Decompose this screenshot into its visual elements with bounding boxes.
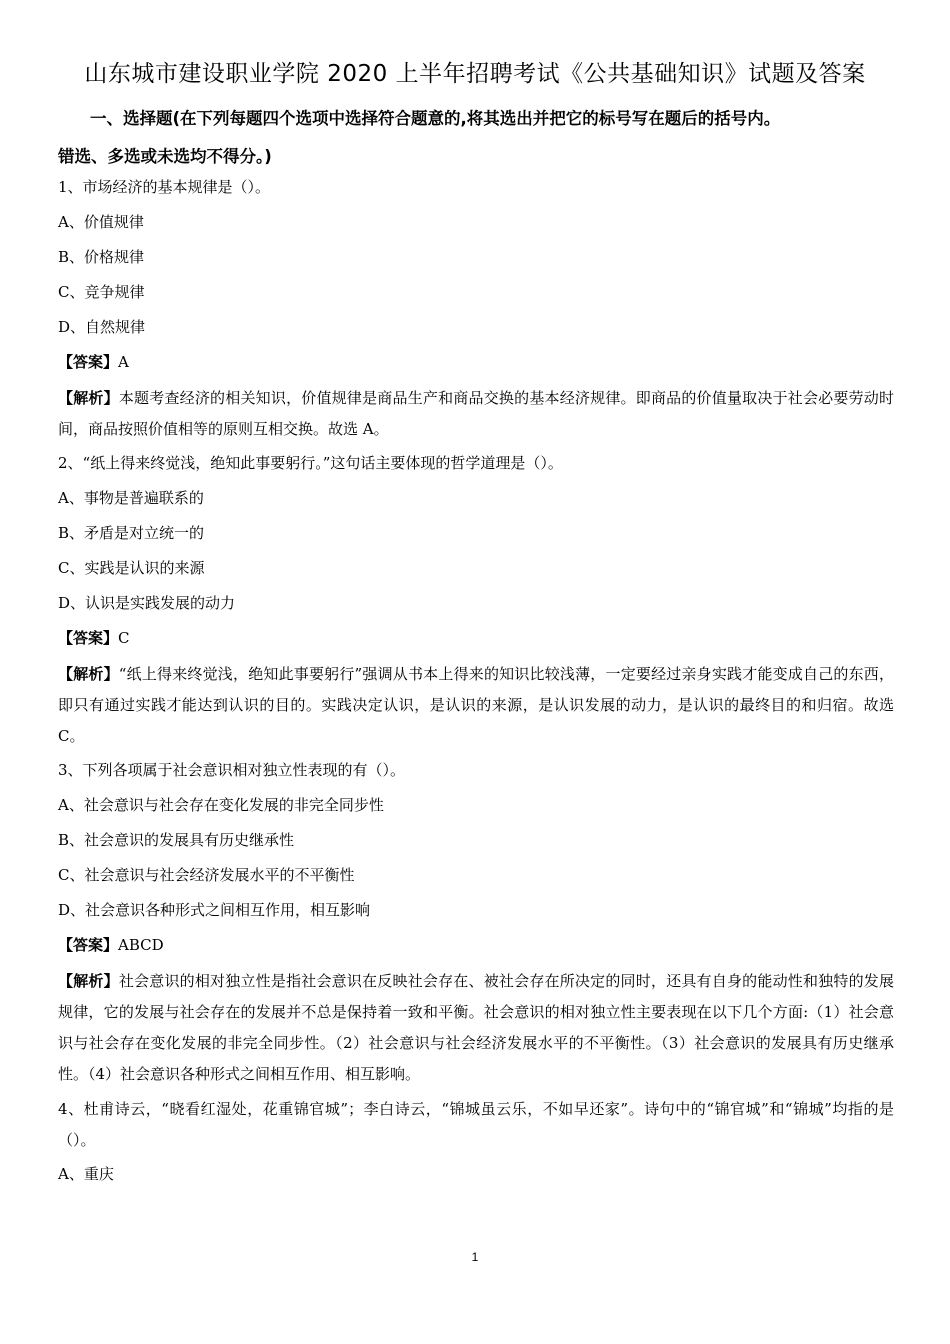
answer-value: ABCD	[118, 936, 164, 954]
option-b: B、矛盾是对立统一的	[58, 524, 205, 542]
page-number: 1	[471, 1250, 479, 1264]
option-d: D、认识是实践发展的动力	[58, 594, 236, 612]
section-heading	[58, 100, 898, 176]
question-stem: 1、市场经济的基本规律是（）。	[58, 178, 271, 196]
option-c: C、社会意识与社会经济发展水平的不平衡性	[58, 866, 355, 884]
question-2	[58, 446, 894, 753]
answer-line	[58, 928, 894, 963]
question-stem: 3、下列各项属于社会意识相对独立性表现的有（）。	[58, 761, 406, 779]
option-a: A、价值规律	[58, 213, 144, 231]
section-heading-line1: 一、选择题(在下列每题四个选项中选择符合题意的,将其选出并把它的标号写在题后的括号内。	[90, 109, 781, 128]
document-title: 山东城市建设职业学院 2020 上半年招聘考试《公共基础知识》试题及答案	[84, 61, 866, 87]
question-list	[58, 170, 894, 1192]
question-3	[58, 753, 894, 1091]
option-c: C、竞争规律	[58, 283, 145, 301]
analysis-text: “纸上得来终觉浅，绝知此事要躬行”强调从书本上得来的知识比较浅薄，一定要经过亲身实践才能变成自己的东西，即只有通过实践才能达到认识的目的。实践决定认识，是认识的来源，是认识发展的动力，是认识的最终目的和归宿。故选 C。	[58, 665, 894, 745]
option-b: B、价格规律	[58, 248, 145, 266]
answer-line	[58, 345, 894, 380]
question-4	[58, 1091, 894, 1192]
section-heading-line2: 错选、多选或未选均不得分。)	[58, 147, 272, 166]
answer-tag: 【答案】	[58, 936, 119, 954]
answer-value: C	[118, 629, 130, 647]
option-a: A、事物是普遍联系的	[58, 489, 204, 507]
question-1	[58, 170, 894, 446]
option-b: B、社会意识的发展具有历史继承性	[58, 831, 295, 849]
analysis-tag: 【解析】	[58, 389, 119, 407]
analysis-paragraph	[58, 380, 894, 446]
analysis-tag: 【解析】	[58, 665, 119, 683]
question-stem: 2、“纸上得来终觉浅，绝知此事要躬行。”这句话主要体现的哲学道理是（）。	[58, 454, 563, 472]
answer-value: A	[118, 353, 129, 371]
option-a: A、社会意识与社会存在变化发展的非完全同步性	[58, 796, 384, 814]
analysis-text: 社会意识的相对独立性是指社会意识在反映社会存在、被社会存在所决定的同时，还具有自身的能动性和独特的发展规律，它的发展与社会存在的发展并不总是保持着一致和平衡。社会意识的相对独立性主要表现在以下几个方面:（1）社会意识与社会存在变化发展的非完全同步性。（2）社会意识与社会经济发展水平的不平衡性。（3）社会意识的发展具有历史继承性。（4）社会意识各种形式之间相互作用、相互影响。	[58, 972, 894, 1083]
analysis-paragraph	[58, 656, 894, 753]
answer-tag: 【答案】	[58, 353, 119, 371]
question-stem: 4、杜甫诗云，“晓看红湿处，花重锦官城”；李白诗云，“锦城虽云乐，不如早还家”。诗句中的“锦官城”和“锦城”均指的是（）。	[58, 1100, 894, 1149]
option-c: C、实践是认识的来源	[58, 559, 205, 577]
option-d: D、自然规律	[58, 318, 146, 336]
analysis-text: 本题考查经济的相关知识，价值规律是商品生产和商品交换的基本经济规律。即商品的价值量取决于社会必要劳动时间，商品按照价值相等的原则互相交换。故选 A。	[58, 389, 894, 438]
option-a: A、重庆	[58, 1165, 114, 1183]
analysis-paragraph	[58, 963, 894, 1091]
option-d: D、社会意识各种形式之间相互作用，相互影响	[58, 901, 371, 919]
analysis-tag: 【解析】	[58, 972, 119, 990]
answer-tag: 【答案】	[58, 629, 119, 647]
answer-line	[58, 621, 894, 656]
